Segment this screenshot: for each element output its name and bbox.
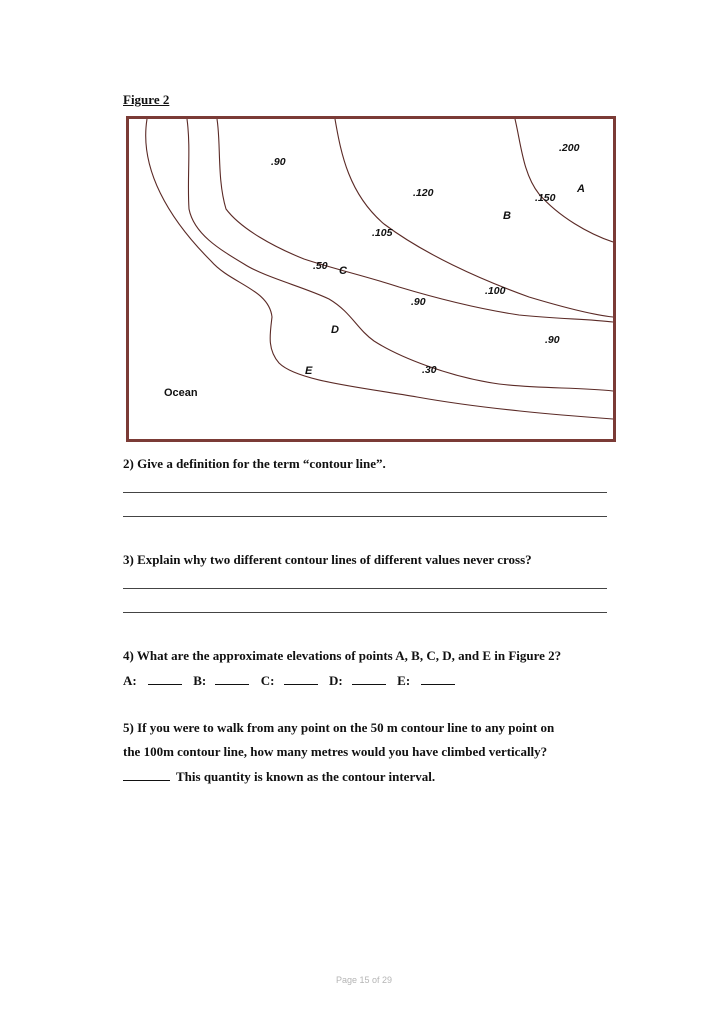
- point-c-label: C: [339, 265, 347, 277]
- question-2: 2) Give a definition for the term “contour line”.: [123, 456, 386, 471]
- elevation-label-150: .150: [535, 192, 556, 204]
- point-d-label: D: [331, 324, 339, 336]
- elevation-label-120: .120: [413, 187, 434, 199]
- question-5-line-1: 5) If you were to walk from any point on the 50 m contour line to any point on: [123, 720, 555, 735]
- answer-line[interactable]: [123, 516, 607, 517]
- answer-e-blank[interactable]: [421, 672, 455, 685]
- question-4: 4) What are the approximate elevations of points A, B, C, D, and E in Figure 2?: [123, 648, 562, 663]
- elevation-label-90: .90: [545, 334, 560, 346]
- contour-lines: [129, 119, 613, 439]
- elevation-label-30: .30: [422, 364, 437, 376]
- answer-line[interactable]: [123, 588, 607, 589]
- answer-a-blank[interactable]: [148, 672, 182, 685]
- answer-a-label: A:: [123, 673, 137, 688]
- figure-title: Figure 2: [123, 92, 170, 107]
- elevation-label-50: .50: [313, 260, 328, 272]
- question-3: 3) Explain why two different contour lines of different values never cross?: [123, 552, 532, 567]
- elevation-label-105: .105: [372, 227, 393, 239]
- answer-c-label: C:: [260, 673, 275, 688]
- page-number: Page 15 of 29: [335, 975, 393, 985]
- contour-line: [146, 119, 613, 419]
- contour-line: [187, 119, 613, 391]
- answer-c-blank[interactable]: [284, 672, 318, 685]
- point-e-label: E: [305, 365, 313, 377]
- point-b-label: B: [503, 210, 511, 222]
- question-5-line-3-text: This quantity is known as the contour interval.: [176, 769, 436, 784]
- elevation-label-100: .100: [485, 285, 506, 297]
- answer-line[interactable]: [123, 492, 607, 493]
- contour-map: [126, 116, 616, 442]
- elevation-label-90: .90: [271, 156, 286, 168]
- answer-d-label: D:: [328, 673, 343, 688]
- answer-d-blank[interactable]: [352, 672, 386, 685]
- ocean-label: Ocean: [164, 387, 198, 399]
- point-a-label: A: [577, 183, 585, 195]
- elevation-label-90: .90: [411, 296, 426, 308]
- elevation-label-200: .200: [559, 142, 580, 154]
- contour-line: [217, 119, 613, 322]
- answer-e-label: E:: [397, 673, 411, 688]
- question-5-line-3: [123, 768, 435, 785]
- contour-interval-blank[interactable]: [123, 768, 170, 781]
- answer-b-label: B:: [193, 673, 207, 688]
- answer-line[interactable]: [123, 612, 607, 613]
- question-4-answers: [123, 672, 455, 689]
- contour-line: [515, 119, 613, 242]
- answer-b-blank[interactable]: [215, 672, 249, 685]
- question-5-line-2: the 100m contour line, how many metres would you have climbed vertically?: [123, 744, 548, 759]
